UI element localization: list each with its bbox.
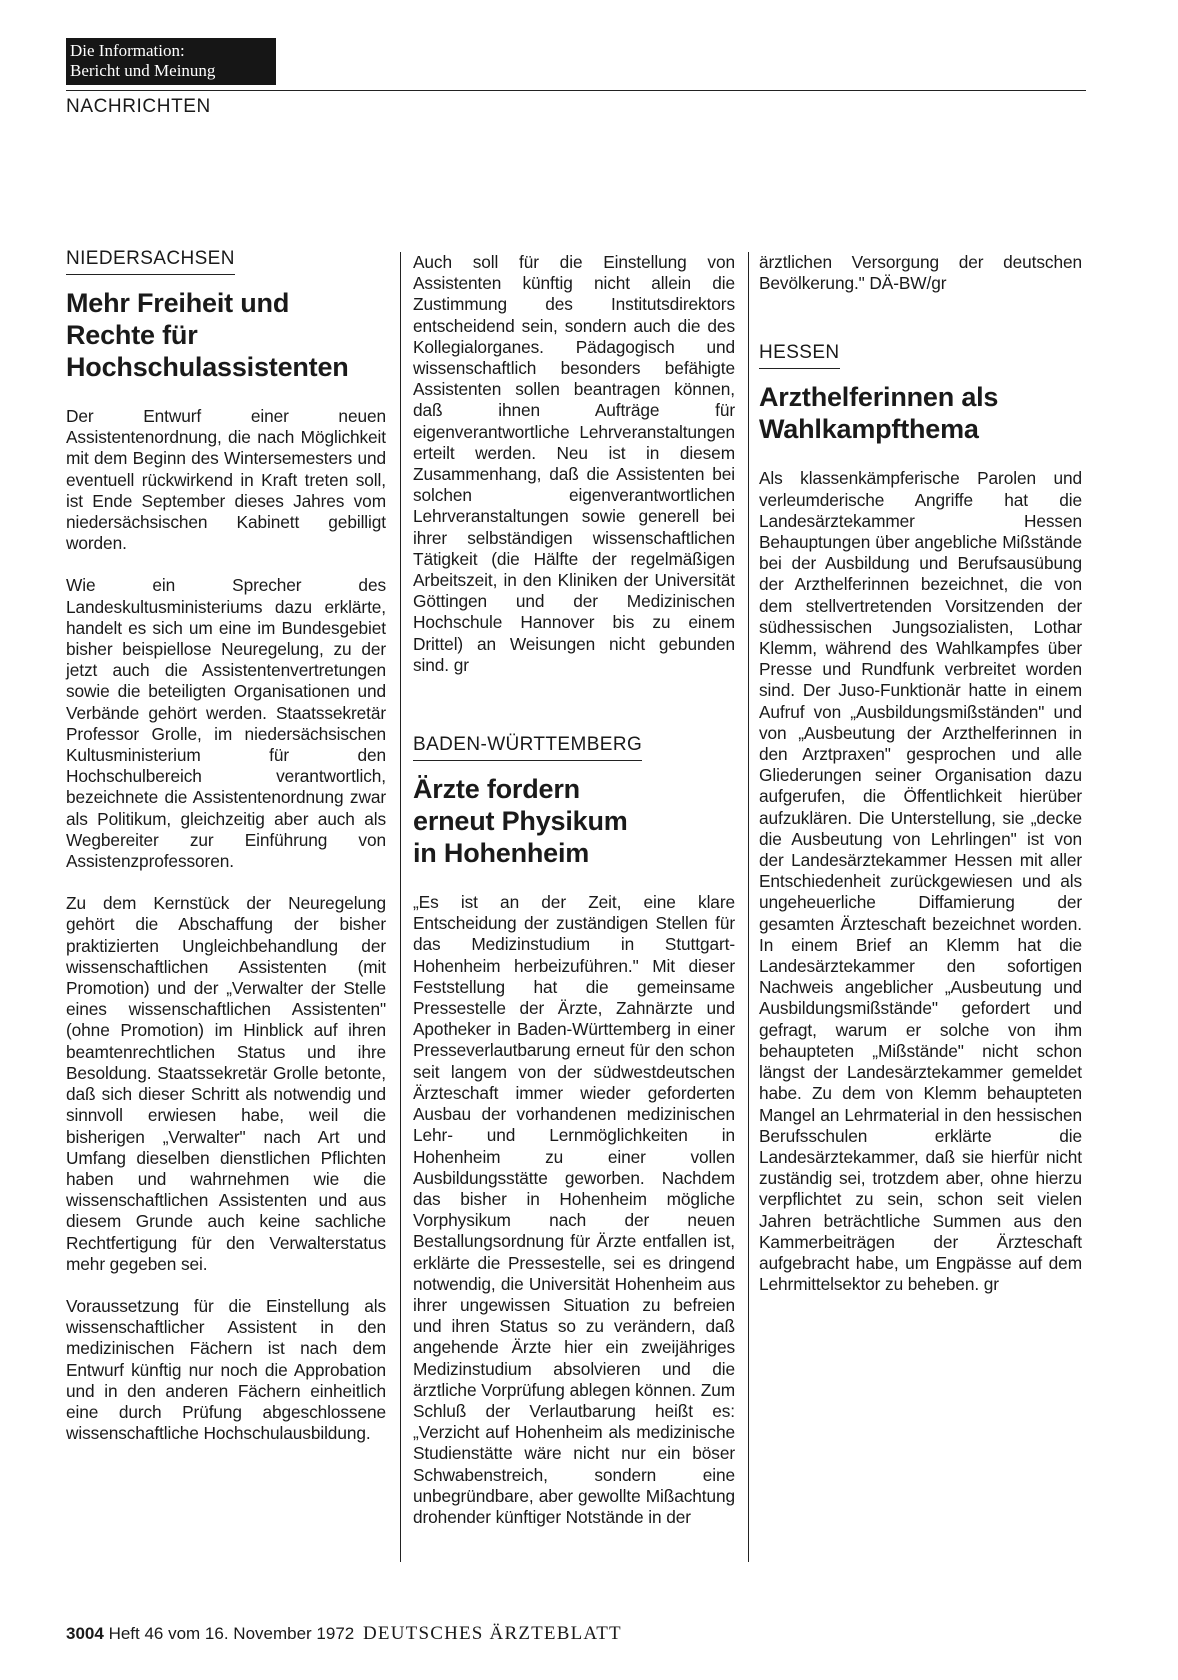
column-1 (66, 248, 386, 1444)
paragraph: Wie ein Sprecher des Landeskultusministeriums dazu erklärte, handelt es sich um eine im Bundesgebiet bisher beispiellose Neuregelung, zu der jetzt auch die Assistentenvertretungen sowie die beteiligten Organisationen und Verbände gehört werden. Staatssekretär Professor Grolle, im niedersächsischen Kultusministerium für den Hochschulbereich verantwortlich, bezeichnete die Assistentenordnung zwar als Politikum, gleichzeitig aber auch als Wegbereiter zur Einführung von Assistenzprofessoren. (66, 575, 386, 872)
column-divider-1 (400, 252, 401, 1562)
paragraph: „Es ist an der Zeit, eine klare Entscheidung der zuständigen Stellen für das Medizinstudium in Stuttgart-Hohenheim herbeizuführen." Mit dieser Feststellung hat die gemeinsame Pressestelle der Ärzte, Zahnärzte und Apotheker in Baden-Württemberg in einer Presseverlautbarung erneut für den schon seit langem von der südwestdeutschen Ärzteschaft immer wieder geforderten Ausbau der vorhandenen medizinischen Lehr- und Lernmöglichkeiten in Hohenheim zu einer vollen Ausbildungsstätte geworben. Nachdem das bisher in Hohenheim mögliche Vorphysikum nach der neuen Bestallungsordnung für Ärzte entfallen ist, erklärte die Pressestelle, sei es dringend notwendig, die Universität Hohenheim aus ihrer ungewissen Situation zu befreien und ihren Status so zu verändern, daß angehende Ärzte hier ein zweijähriges Medizinstudium absolvieren und die ärztliche Vorprüfung ablegen können. Zum Schluß der Verlautbarung heißt es: „Verzicht auf Hohenheim als medizinische Studienstätte wäre nicht nur ein böser Schwabenstreich, sondern eine unbegründbare, aber gewollte Mißachtung drohender künftiger Notstände in der (413, 892, 735, 1527)
issue-info: Heft 46 vom 16. November 1972 (108, 1624, 355, 1643)
headline-niedersachsen: Mehr Freiheit und Rechte für Hochschulassistenten (66, 288, 349, 382)
paragraph: Voraussetzung für die Einstellung als wissenschaftlicher Assistent in den medizinischen Fächern ist nach dem Entwurf künftig nur noch die Approbation und in den anderen Fächern einheitlich eine durch Prüfung abgeschlossene wissenschaftliche Hochschulausbildung. (66, 1295, 386, 1444)
publication-title: DEUTSCHES ÄRZTEBLATT (362, 1623, 622, 1644)
page-footer (66, 1623, 622, 1645)
header-rule (66, 90, 1086, 91)
column-divider-2 (748, 252, 749, 1562)
headline-baden-wuerttemberg: Ärzte fordern erneut Physikum in Hohenheim (413, 774, 628, 869)
paragraph-continued: ärztlichen Versorgung der deutschen Bevölkerung." DÄ-BW/gr (759, 252, 1082, 294)
headline-hessen: Arzthelferinnen als Wahlkampfthema (759, 382, 999, 445)
page-number: 3004 (66, 1624, 104, 1643)
region-hessen: HESSEN (759, 342, 840, 369)
region-baden-wuerttemberg: BADEN-WÜRTTEMBERG (413, 734, 642, 761)
paragraph: Als klassenkämpferische Parolen und verleumderische Angriffe hat die Landesärztekammer Hessen Behauptungen über angebliche Mißstände bei der Ausbildung und Berufsausübung der Arzthelferinnen bezeichnet, die von dem stellvertretenden Vorsitzenden der südhessischen Jungsozialisten, Lothar Klemm, während des Wahlkampfes über Presse und Rundfunk verbreitet worden sind. Der Juso-Funktionär hatte in einem Aufruf von „Ausbildungsmißständen" und von „Ausbeutung der Arzthelferinnen in den Arztpraxen" gesprochen und alle Gliederungen seiner Organisation dazu aufgerufen, die Öffentlichkeit hierüber aufzuklären. Die Unterstellung, sie „decke die Ausbeutung von Lehrlingen" ist von der Landesärztekammer Hessen mit aller Entschiedenheit zurückgewiesen und als ungeheuerliche Diffamierung der gesamten Ärzteschaft bezeichnet worden. In einem Brief an Klemm hat die Landesärztekammer den sofortigen Nachweis angeblicher „Ausbeutung und Ausbildungsmißstände" gefordert und gefragt, warum er solche von ihm behaupteten „Mißstände" nicht schon längst der Landesärztekammer gemeldet habe. Zu dem von Klemm behaupteten Mangel an Lehrmaterial in den hessischen Berufsschulen erklärte die Landesärztekammer, daß sie hierfür nicht zuständig sei, trotzdem aber, ohne hierzu verpflichtet zu sein, schon seit vielen Jahren beträchtliche Summen aus den Kammerbeiträgen der Ärzteschaft aufgebracht habe, um Engpässe auf dem Lehrmittelsektor zu beheben. gr (759, 468, 1082, 1295)
section-label: NACHRICHTEN (66, 96, 211, 117)
rubric-line-1: Die Information: (70, 41, 185, 60)
column-2 (413, 252, 735, 1532)
paragraph: Der Entwurf einer neuen Assistentenordnung, die nach Möglichkeit mit dem Beginn des Wintersemesters und eventuell rückwirkend in Kraft treten soll, ist Ende September dieses Jahres vom niedersächsischen Kabinett gebilligt worden. (66, 406, 386, 554)
rubric-line-2: Bericht und Meinung (70, 61, 216, 80)
rubric-box (66, 38, 276, 85)
paragraph: Zu dem Kernstück der Neuregelung gehört die Abschaffung der bisher praktizierten Ungleichbehandlung der wissenschaftlichen Assistenten (mit Promotion) und der „Verwalter der Stelle eines wissenschaftlichen Assistenten" (ohne Promotion) im Hinblick auf ihren beamtenrechtlichen Status und ihre Besoldung. Staatssekretär Grolle betonte, daß sich dieser Schritt als notwendig und sinnvoll erwiesen habe, weil die bisherigen „Verwalter" nach Art und Umfang dieselben dienstlichen Pflichten haben und wahrnehmen wie die wissenschaftlichen Assistenten und aus diesem Grunde auch keine sachliche Rechtfertigung für den Verwalterstatus mehr gegeben sei. (66, 893, 386, 1274)
region-niedersachsen: NIEDERSACHSEN (66, 248, 235, 275)
column-3 (759, 252, 1082, 1295)
paragraph: Auch soll für die Einstellung von Assistenten künftig nicht allein die Zustimmung des Institutsdirektors entscheidend sein, sondern auch die des Kollegialorganes. Pädagogisch und wissenschaftlich besonders befähigte Assistenten sollen beantragen können, daß ihnen Aufträge für eigenverantwortliche Lehrveranstaltungen erteilt werden. Neu ist in diesem Zusammenhang, daß die Assistenten bei solchen eigenverantwortlichen Lehrveranstaltungen sowie generell bei ihrer selbständigen wissenschaftlichen Tätigkeit (die Hälfte der regelmäßigen Arbeitszeit, in den Kliniken der Universität Göttingen und der Medizinischen Hochschule Hannover bis zu einem Drittel) an Weisungen nicht gebunden sind. gr (413, 252, 735, 675)
